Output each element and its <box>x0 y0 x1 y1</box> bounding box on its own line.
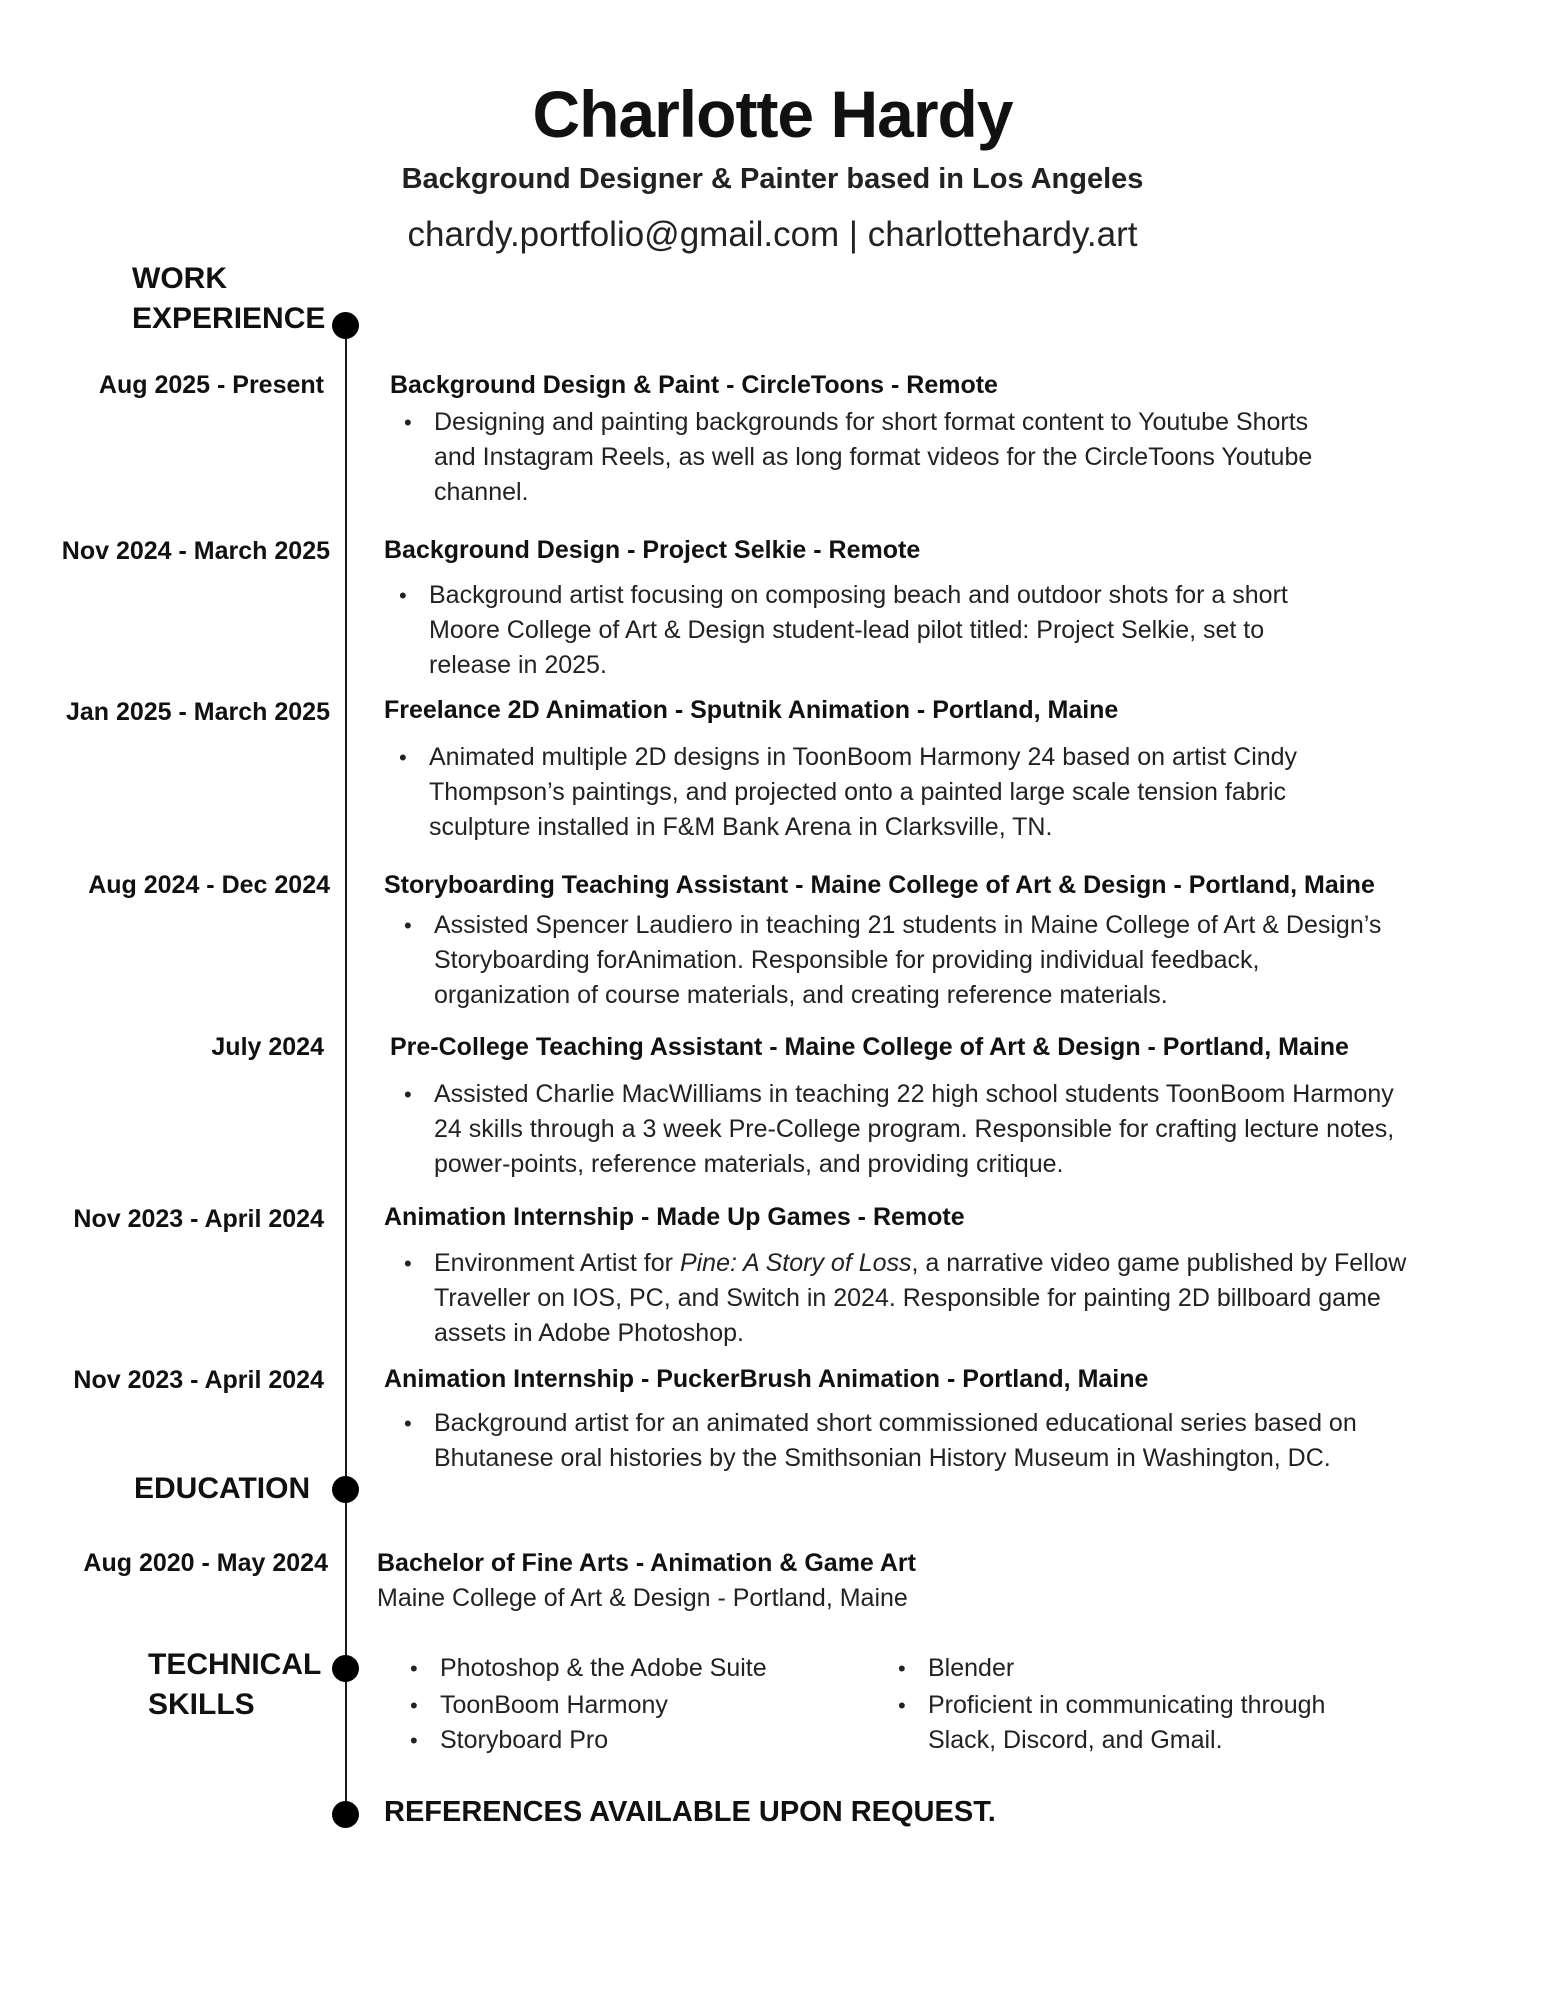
contact-line: chardy.portfolio@gmail.com | charlottehardy.art <box>407 215 1138 254</box>
skill-item <box>410 1723 609 1758</box>
timeline-dot-work <box>332 312 359 339</box>
bullet-icon: • <box>898 1656 906 1681</box>
bullet-icon: • <box>410 1693 418 1718</box>
job-bullet <box>404 1406 1444 1476</box>
section-heading-education: EDUCATION <box>134 1472 311 1505</box>
section-heading-skills-line2: SKILLS <box>148 1688 255 1721</box>
skill-item-text: Blender <box>928 1654 1015 1682</box>
timeline-dot-references <box>332 1801 359 1828</box>
job-bullet-text: Background artist focusing on composing beach and outdoor shots for a short Moore College of Art & Design student-lead pilot titled: Project Selkie, set to release in 2025. <box>429 581 1288 679</box>
section-heading-work-line1: WORK <box>132 262 227 295</box>
job-bullet-text: Assisted Spencer Laudiero in teaching 21 students in Maine College of Art & Design’s Storyboarding forAnimation. Responsible for providing individual feedback, organization of course materials, and creating reference materials. <box>434 911 1382 1009</box>
skill-item-text: Proficient in communicating through Slack, Discord, and Gmail. <box>928 1691 1326 1754</box>
section-heading-skills <box>148 1645 321 1725</box>
section-heading-work-line2: EXPERIENCE <box>132 302 326 335</box>
section-heading-skills-line1: TECHNICAL <box>148 1648 322 1681</box>
skill-item <box>410 1651 767 1686</box>
job-bullet-text: Background artist for an animated short commissioned educational series based on Bhutanese oral histories by the Smithsonian History Museum in Washington, DC. <box>434 1409 1357 1472</box>
bullet-icon: • <box>404 410 412 435</box>
skill-item-text: Photoshop & the Adobe Suite <box>440 1654 767 1682</box>
bullet-icon: • <box>404 913 412 938</box>
bullet-icon: • <box>399 583 407 608</box>
candidate-tagline: Background Designer & Painter based in Los Angeles <box>401 163 1144 195</box>
job-bullet <box>404 908 1394 1013</box>
education-degree: Bachelor of Fine Arts - Animation & Game Art <box>377 1549 916 1577</box>
job-bullet-text: Assisted Charlie MacWilliams in teaching 22 high school students ToonBoom Harmony 24 skills through a 3 week Pre-College program. Responsible for crafting lecture notes, power-points, reference materials, and providing critique. <box>434 1080 1395 1178</box>
references-note: REFERENCES AVAILABLE UPON REQUEST. <box>384 1796 996 1828</box>
skill-item <box>410 1688 668 1723</box>
job-bullet <box>404 405 1314 510</box>
bullet-icon: • <box>410 1728 418 1753</box>
job-date: July 2024 <box>211 1033 324 1061</box>
skill-item <box>898 1651 1015 1686</box>
job-bullet <box>404 1077 1424 1182</box>
education-school: Maine College of Art & Design - Portland, Maine <box>377 1584 908 1612</box>
timeline-dot-skills <box>332 1655 359 1682</box>
job-bullet-game-title: Pine: A Story of Loss <box>679 1249 912 1277</box>
job-title: Freelance 2D Animation - Sputnik Animation - Portland, Maine <box>384 696 1119 724</box>
job-bullet-text: Designing and painting backgrounds for short format content to Youtube Shorts and Instagram Reels, as well as long format videos for the CircleToons Youtube channel. <box>434 408 1313 506</box>
job-bullet-text-post: , a narrative video game published by Fellow Traveller on IOS, PC, and Switch in 2024. Responsible for painting 2D billboard game assets in Adobe Photoshop. <box>434 1249 1407 1347</box>
timeline-line <box>345 327 347 1815</box>
bullet-icon: • <box>410 1656 418 1681</box>
job-bullet <box>404 1246 1444 1351</box>
job-title: Pre-College Teaching Assistant - Maine College of Art & Design - Portland, Maine <box>390 1033 1349 1061</box>
job-title: Background Design & Paint - CircleToons - Remote <box>390 371 998 399</box>
skill-item-text: ToonBoom Harmony <box>440 1691 668 1719</box>
candidate-name: Charlotte Hardy <box>532 77 1013 151</box>
bullet-icon: • <box>404 1082 412 1107</box>
job-bullet <box>399 578 1349 683</box>
job-date: Nov 2023 - April 2024 <box>73 1366 324 1394</box>
job-date: Nov 2024 - March 2025 <box>61 537 330 565</box>
job-bullet-text: Animated multiple 2D designs in ToonBoom Harmony 24 based on artist Cindy Thompson’s paintings, and projected onto a painted large scale tension fabric sculpture installed in F&M Bank Arena in Clarksville, TN. <box>429 743 1298 841</box>
job-date: Jan 2025 - March 2025 <box>65 698 330 726</box>
job-date: Aug 2025 - Present <box>98 371 324 399</box>
job-bullet <box>399 740 1309 845</box>
bullet-icon: • <box>399 745 407 770</box>
skill-item <box>898 1688 1368 1758</box>
skill-item-text: Storyboard Pro <box>440 1726 609 1754</box>
job-date: Nov 2023 - April 2024 <box>73 1205 324 1233</box>
bullet-icon: • <box>404 1411 412 1436</box>
job-title: Storyboarding Teaching Assistant - Maine College of Art & Design - Portland, Maine <box>384 871 1375 899</box>
job-title: Animation Internship - Made Up Games - Remote <box>384 1203 965 1231</box>
bullet-icon: • <box>898 1693 906 1718</box>
job-title: Background Design - Project Selkie - Remote <box>384 536 921 564</box>
job-bullet-text-pre: Environment Artist for <box>434 1249 680 1277</box>
job-title: Animation Internship - PuckerBrush Animation - Portland, Maine <box>384 1365 1149 1393</box>
job-date: Aug 2024 - Dec 2024 <box>88 871 330 899</box>
section-heading-work <box>132 259 325 339</box>
timeline-dot-education <box>332 1476 359 1503</box>
bullet-icon: • <box>404 1251 412 1276</box>
education-date: Aug 2020 - May 2024 <box>83 1549 328 1577</box>
